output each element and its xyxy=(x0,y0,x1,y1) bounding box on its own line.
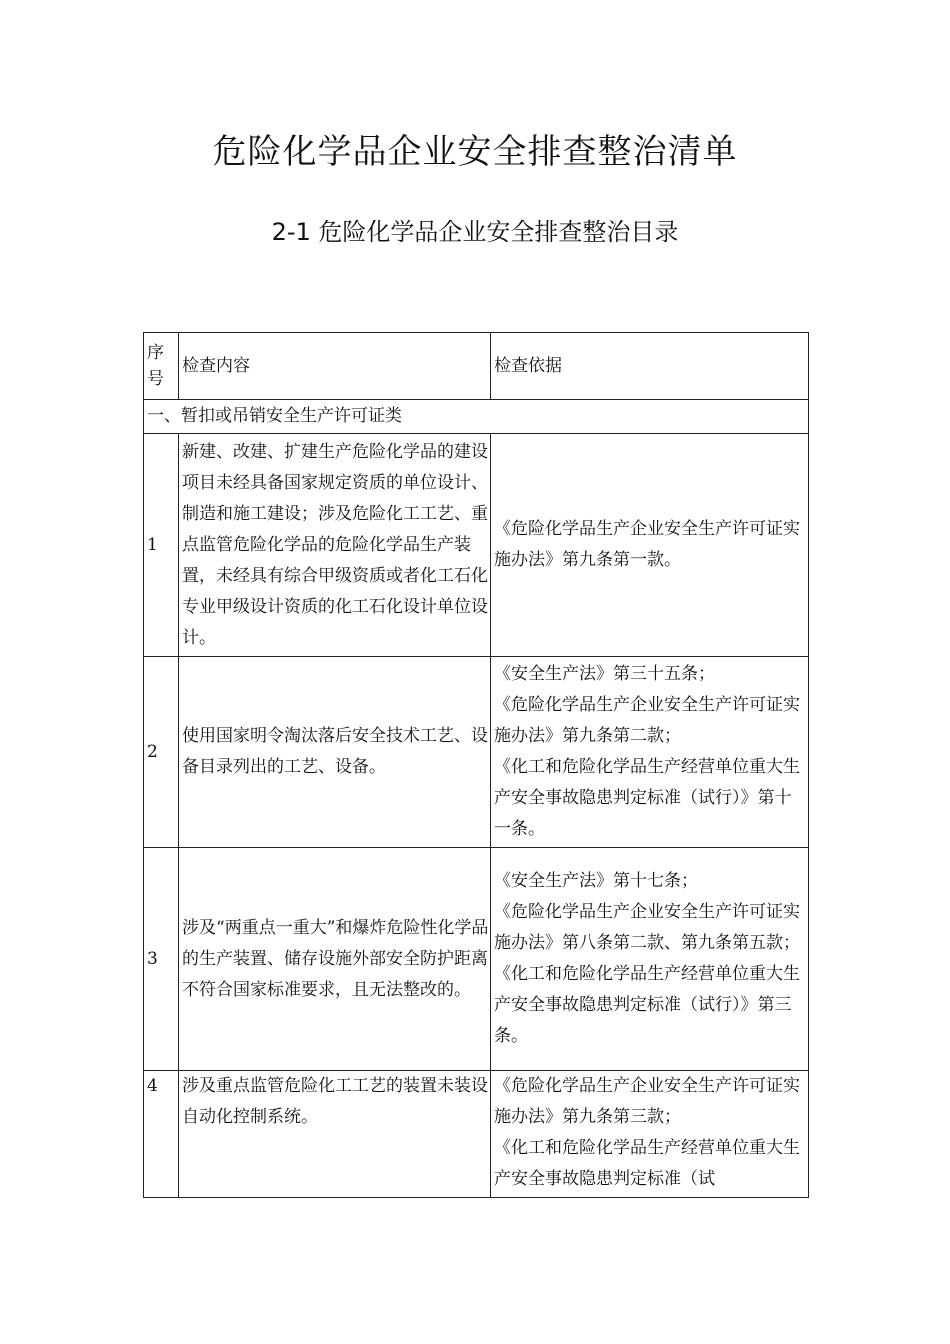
row-number: 1 xyxy=(144,434,179,657)
row-inspection-basis xyxy=(491,434,809,657)
table-row xyxy=(144,1071,809,1198)
basis-line: 《安全生产法》第十七条； xyxy=(494,871,698,891)
basis-line: 《安全生产法》第三十五条； xyxy=(494,664,715,684)
header-serial-number: 序号 xyxy=(144,333,179,400)
category-label: 一、暂扣或吊销安全生产许可证类 xyxy=(144,400,809,434)
row-inspection-basis xyxy=(491,1071,809,1198)
row-number: 2 xyxy=(144,657,179,848)
row-inspection-content: 使用国家明令淘汰落后安全技术工艺、设备目录列出的工艺、设备。 xyxy=(179,657,491,848)
document-subtitle: 2-1 危险化学品企业安全排查整治目录 xyxy=(271,218,679,246)
row-inspection-basis xyxy=(491,848,809,1071)
basis-line: 《危险化学品生产企业安全生产许可证实施办法》第九条第一款。 xyxy=(494,519,800,570)
basis-line: 《危险化学品生产企业安全生产许可证实施办法》第九条第二款； xyxy=(494,695,800,746)
table-row xyxy=(144,657,809,848)
table-header-row xyxy=(144,333,809,400)
basis-clip xyxy=(494,1071,807,1195)
table-row xyxy=(144,848,809,1071)
row-number: 3 xyxy=(144,848,179,1071)
row-inspection-basis xyxy=(491,657,809,848)
header-inspection-content: 检查内容 xyxy=(179,333,491,400)
document-title: 危险化学品企业安全排查整治清单 xyxy=(212,132,738,172)
basis-line: 《化工和危险化学品生产经营单位重大生产安全事故隐患判定标准（试行）》第十一条。 xyxy=(494,757,800,839)
row-inspection-content: 新建、改建、扩建生产危险化学品的建设项目未经具备国家规定资质的单位设计、制造和施工建设；涉及危险化工工艺、重点监管危险化学品的危险化学品生产装置，未经具有综合甲级资质或者化工石化专业甲级设计资质的化工石化设计单位设计。 xyxy=(179,434,491,657)
basis-line: 《危险化学品生产企业安全生产许可证实施办法》第九条第三款； xyxy=(494,1076,800,1127)
category-row xyxy=(144,400,809,434)
header-inspection-basis: 检查依据 xyxy=(491,333,809,400)
basis-line: 《危险化学品生产企业安全生产许可证实施办法》第八条第二款、第九条第五款； xyxy=(494,902,800,953)
row-inspection-content: 涉及“两重点一重大”和爆炸危险性化学品的生产装置、储存设施外部安全防护距离不符合国家标准要求，且无法整改的。 xyxy=(179,848,491,1071)
inspection-table xyxy=(143,332,809,1198)
row-number: 4 xyxy=(144,1071,179,1198)
basis-line: 《化工和危险化学品生产经营单位重大生产安全事故隐患判定标准（试 xyxy=(494,1138,800,1189)
table-row xyxy=(144,434,809,657)
row-inspection-content: 涉及重点监管危险化工工艺的装置未装设自动化控制系统。 xyxy=(179,1071,491,1198)
basis-line: 《化工和危险化学品生产经营单位重大生产安全事故隐患判定标准（试行）》第三条。 xyxy=(494,964,800,1046)
